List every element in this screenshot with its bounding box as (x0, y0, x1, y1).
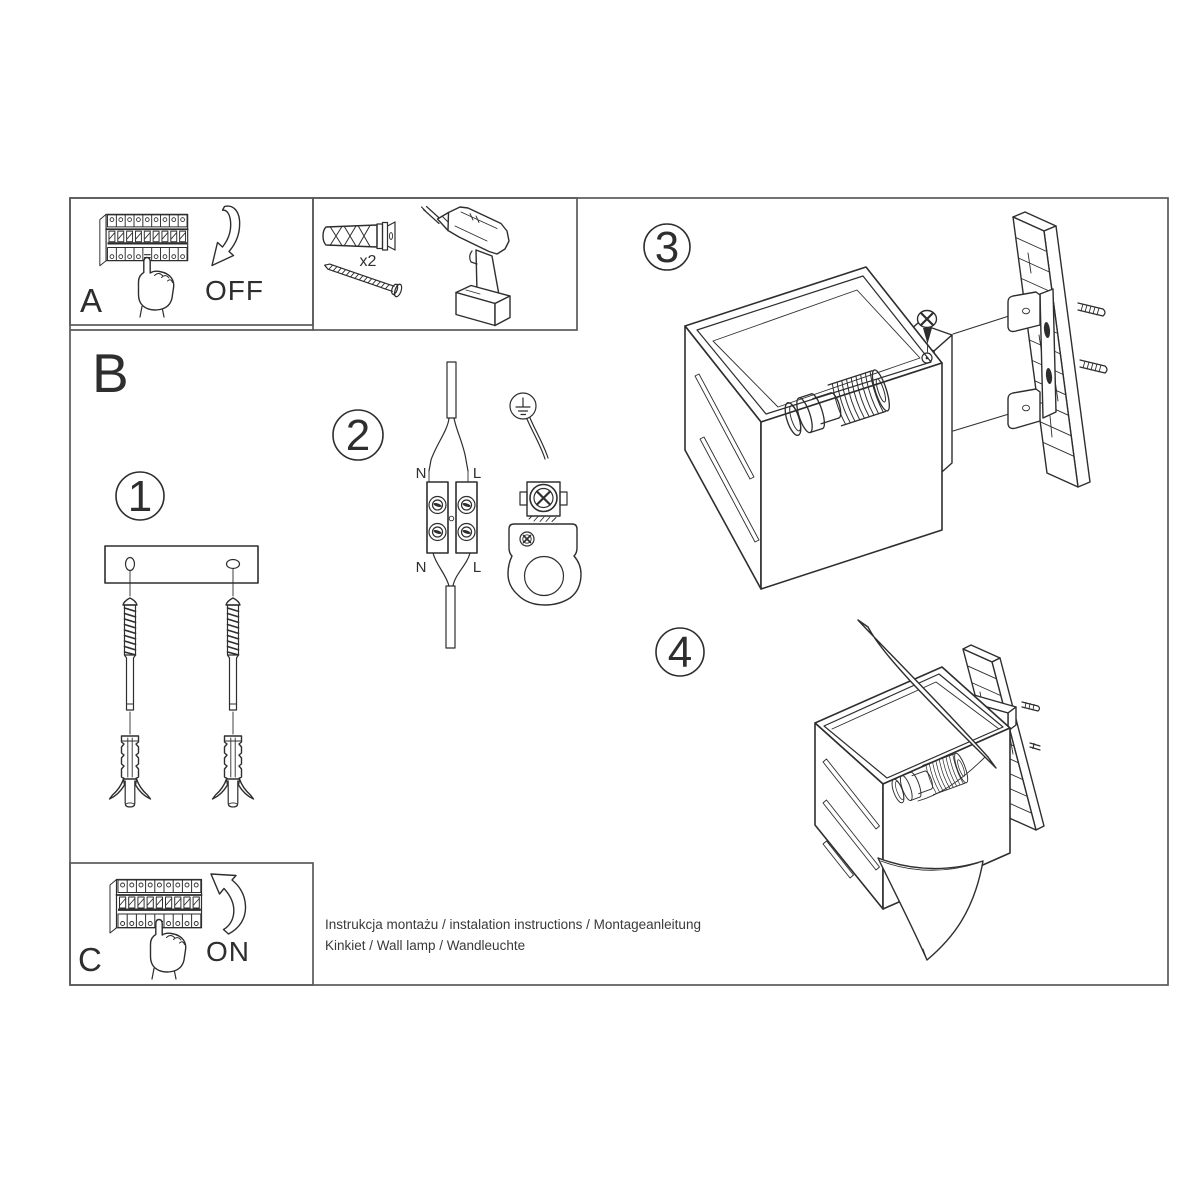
wire-label-l-bottom: L (472, 559, 482, 576)
wire-label-n-top: N (415, 465, 427, 482)
pointing-hand-icon (139, 258, 174, 318)
footer-line-1: Instrukcja montażu / instalation instructions / Montageanleitung (325, 917, 701, 932)
screw-anchor-left-icon (110, 598, 151, 807)
panel-c-action-label: ON (206, 936, 250, 967)
step-2 (333, 362, 581, 648)
arrow-down-icon (212, 206, 240, 265)
step-1-number: 1 (127, 472, 153, 521)
wire-label-n-bottom: N (415, 559, 427, 576)
terminal-block-diagram (427, 362, 477, 648)
panel-c-label: C (78, 941, 102, 978)
footer-line-2: Kinkiet / Wall lamp / Wandleuchte (325, 938, 526, 953)
anchor-count-label: x2 (359, 253, 377, 270)
step-4 (656, 620, 1044, 960)
arrow-up-icon (211, 874, 246, 934)
outer-frame (70, 198, 1168, 985)
panel-a-action-label: OFF (205, 275, 264, 306)
wall-screw-bottom-icon (1080, 360, 1107, 373)
panel-a-label: A (80, 282, 103, 319)
panel-c (78, 874, 250, 979)
panel-b-label: B (92, 342, 129, 404)
wall-screw-top-icon (1078, 303, 1105, 316)
glass-pane-bottom (878, 858, 983, 960)
wall-plug-icon (323, 222, 395, 250)
tools-panel (323, 207, 510, 326)
step-2-number: 2 (345, 411, 371, 460)
alignment-lines (953, 316, 1009, 431)
step-3-number: 3 (654, 223, 680, 272)
ground-terminal-diagram (508, 418, 581, 605)
step-1 (105, 472, 258, 807)
pointing-hand-icon (151, 920, 186, 980)
panel-b (92, 342, 129, 404)
screw-anchor-right-icon (213, 598, 254, 807)
drill-icon (422, 207, 511, 326)
wall-screw-step4 (1022, 702, 1040, 750)
wire-label-l-top: L (472, 465, 482, 482)
mounting-plate-diagram (105, 546, 258, 596)
step-4-number: 4 (667, 628, 693, 677)
ground-symbol-icon (510, 393, 536, 419)
lamp-housing-cube-step3 (685, 267, 942, 589)
terminal-screw-slots (433, 502, 471, 535)
step-3 (644, 212, 1107, 589)
panel-a (80, 206, 264, 319)
circuit-breaker-icon (100, 214, 188, 265)
